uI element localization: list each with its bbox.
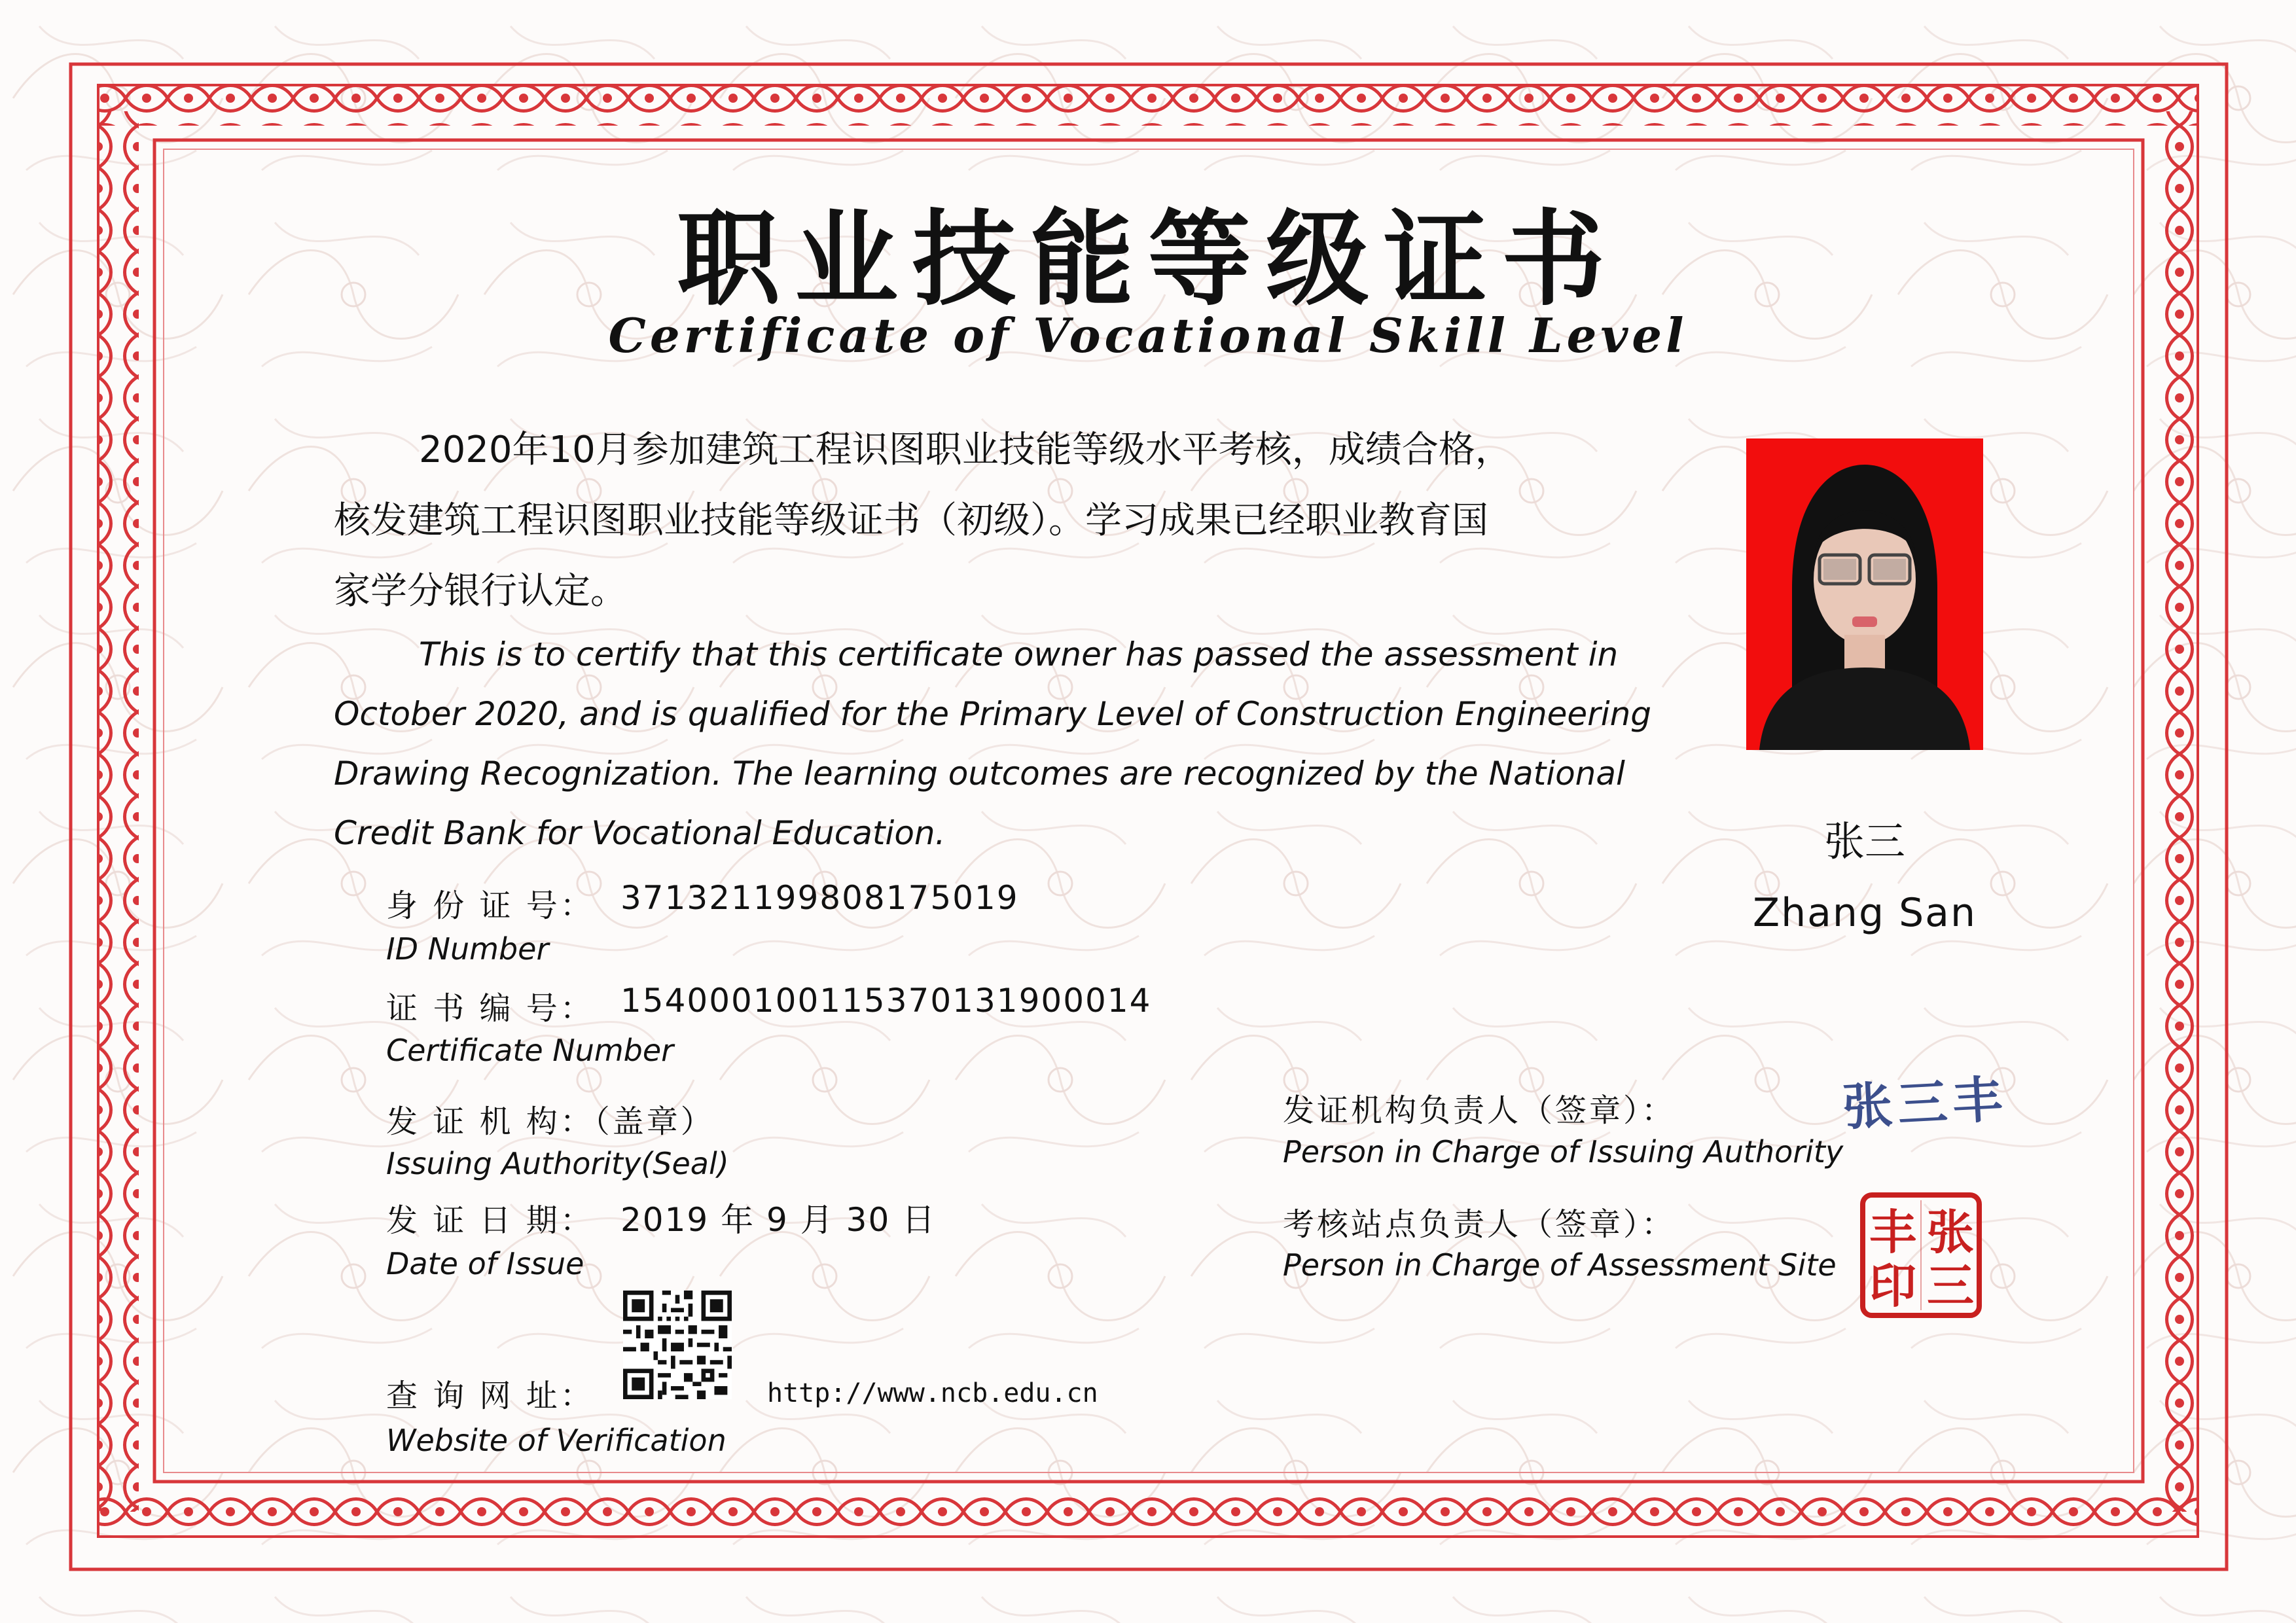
body-cn-line-1: 2020年10月参加建筑工程识图职业技能等级水平考核，成绩合格， [419, 429, 1512, 471]
cert-number-label-en: Certificate Number [386, 1033, 674, 1068]
site-person-label-en: Person in Charge of Assessment Site [1283, 1247, 1837, 1283]
website-label-cn: 查 询 网 址： [386, 1378, 594, 1414]
id-number-label-en: ID Number [386, 931, 549, 967]
issuer-person-label-en: Person in Charge of Issuing Authority [1283, 1134, 1844, 1169]
body-en-line-4: Credit Bank for Vocational Education. [334, 814, 946, 852]
site-person-label-cn: 考核站点负责人（签章）： [1283, 1206, 1676, 1243]
certificate-title-en: Certificate of Vocational Skill Level [608, 308, 1688, 363]
holder-name-en: Zhang San [1753, 890, 1977, 936]
svg-text:张: 张 [1926, 1204, 1975, 1260]
website-link[interactable]: http://www.ncb.edu.cn [767, 1378, 1098, 1408]
svg-text:丰: 丰 [1869, 1204, 1917, 1260]
body-en-line-3: Drawing Recognization. The learning outcomes are recognized by the National [334, 755, 1625, 793]
id-number-value: 371321199808175019 [620, 879, 1019, 917]
issuing-authority-label-cn: 发 证 机 构：（盖章） [386, 1103, 715, 1140]
body-cn-line-3: 家学分银行认定。 [334, 570, 627, 613]
issuer-signature: 张三丰 [1841, 1069, 2009, 1137]
issuer-person-label-cn: 发证机构负责人（签章）： [1283, 1092, 1676, 1129]
id-number-label-cn: 身 份 证 号： [386, 887, 594, 924]
holder-name-cn: 张三 [1823, 817, 1905, 865]
issuing-authority-label-en: Issuing Authority(Seal) [386, 1146, 729, 1181]
holder-photo [1746, 438, 1983, 750]
svg-text:印: 印 [1869, 1258, 1917, 1313]
seal-stamp-icon [1859, 1191, 1983, 1319]
cert-number-label-cn: 证 书 编 号： [386, 990, 594, 1027]
body-en-line-1: This is to certify that this certificate owner has passed the assessment in [419, 635, 1619, 673]
cert-number-value: 15400010011537013190001​4 [620, 982, 1152, 1020]
issue-date-label-cn: 发 证 日 期： [386, 1202, 594, 1239]
body-en-line-2: October 2020, and is qualified for the Primary Level of Construction Engineering [334, 695, 1652, 733]
issue-date-label-en: Date of Issue [386, 1246, 584, 1281]
certificate-title-cn: 职业技能等级证书 [677, 200, 1619, 320]
svg-text:三: 三 [1926, 1258, 1975, 1313]
website-label-en: Website of Verification [386, 1423, 726, 1458]
body-cn-line-2: 核发建筑工程识图职业技能等级证书（初级）。学习成果已经职业教育国 [334, 499, 1488, 542]
issue-date-value: 2019 年 9 月 30 日 [620, 1201, 937, 1239]
qr-code-icon [623, 1291, 732, 1399]
